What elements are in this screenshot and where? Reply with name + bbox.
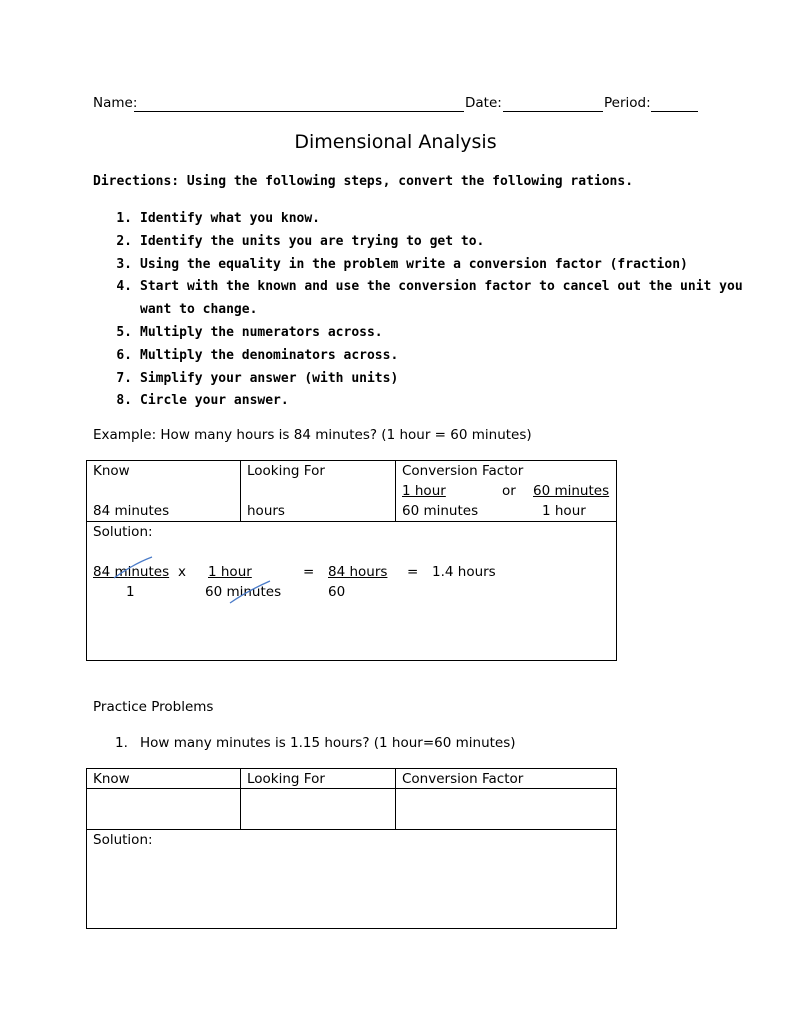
step-item: 1. Identify what you know. [116, 211, 321, 226]
cf1-numerator: 1 hour [402, 483, 446, 499]
example-table-divider [86, 521, 617, 522]
solution-numerator-1: 84 minutes [93, 564, 170, 580]
example-prompt: Example: How many hours is 84 minutes? (1 hour = 60 minutes) [93, 427, 532, 443]
practice-looking-cell[interactable] [241, 789, 394, 828]
cf2-denominator: 1 hour [542, 503, 586, 519]
cf2-numerator: 60 minutes [533, 483, 610, 499]
cf-or: or [502, 483, 516, 499]
step-item: 6. Multiply the denominators across. [116, 347, 399, 363]
solution-numerator-2: 1 hour [208, 564, 252, 580]
solution-numerator-3: 84 hours [328, 564, 388, 580]
cancel-mark-minutes-2 [228, 578, 272, 606]
example-header-know: Know [93, 463, 130, 479]
example-header-looking: Looking For [247, 463, 325, 479]
example-col-divider-2 [395, 460, 396, 521]
example-know-value: 84 minutes [93, 503, 170, 519]
steps-list [110, 208, 743, 413]
example-solution-label: Solution: [93, 524, 153, 540]
date-field[interactable] [503, 111, 603, 112]
example-col-divider-1 [240, 460, 241, 521]
cancel-mark-minutes-1 [112, 555, 154, 581]
directions-text: Directions: Using the following steps, convert the following rations. [93, 174, 634, 189]
solution-result: 1.4 hours [432, 564, 496, 580]
practice-header-know: Know [93, 771, 130, 787]
practice-header-looking: Looking For [247, 771, 325, 787]
solution-equals-1: = [303, 564, 315, 580]
practice-heading: Practice Problems [93, 699, 214, 715]
practice-conversion-cell[interactable] [396, 789, 616, 828]
practice-solution-area[interactable] [87, 850, 616, 928]
practice-problem-number: 1. [115, 735, 128, 751]
step-item: want to change. [140, 302, 258, 318]
page-title: Dimensional Analysis [294, 131, 497, 153]
step-item: 2. Identify the units you are trying to get to. [116, 233, 485, 249]
practice-problem-text: How many minutes is 1.15 hours? (1 hour=60 minutes) [140, 735, 516, 751]
cf1-denominator: 60 minutes [402, 503, 479, 519]
step-item: 7. Simplify your answer (with units) [116, 370, 399, 386]
solution-denominator-3: 60 [328, 584, 346, 600]
example-header-conversion: Conversion Factor [402, 463, 524, 479]
solution-denominator-1: 1 [126, 584, 135, 600]
name-label: Name: [93, 95, 138, 111]
solution-denominator-2: 60 minutes [205, 584, 282, 600]
period-label: Period: [604, 95, 651, 111]
practice-header-conversion: Conversion Factor [402, 771, 524, 787]
solution-times: x [178, 564, 186, 580]
step-item: 3. Using the equality in the problem write a conversion factor (fraction) [116, 256, 688, 272]
practice-table-divider [86, 829, 617, 830]
step-item: 5. Multiply the numerators across. [116, 324, 383, 340]
practice-know-cell[interactable] [87, 789, 239, 828]
step-item: 8. Circle your answer. [116, 393, 289, 409]
example-looking-value: hours [247, 503, 285, 519]
date-label: Date: [465, 95, 502, 111]
solution-equals-2: = [407, 564, 419, 580]
period-field[interactable] [651, 111, 698, 112]
name-field[interactable] [134, 111, 464, 112]
step-item: 4. Start with the known and use the conversion factor to cancel out the unit you [116, 279, 743, 295]
practice-solution-label: Solution: [93, 832, 153, 848]
